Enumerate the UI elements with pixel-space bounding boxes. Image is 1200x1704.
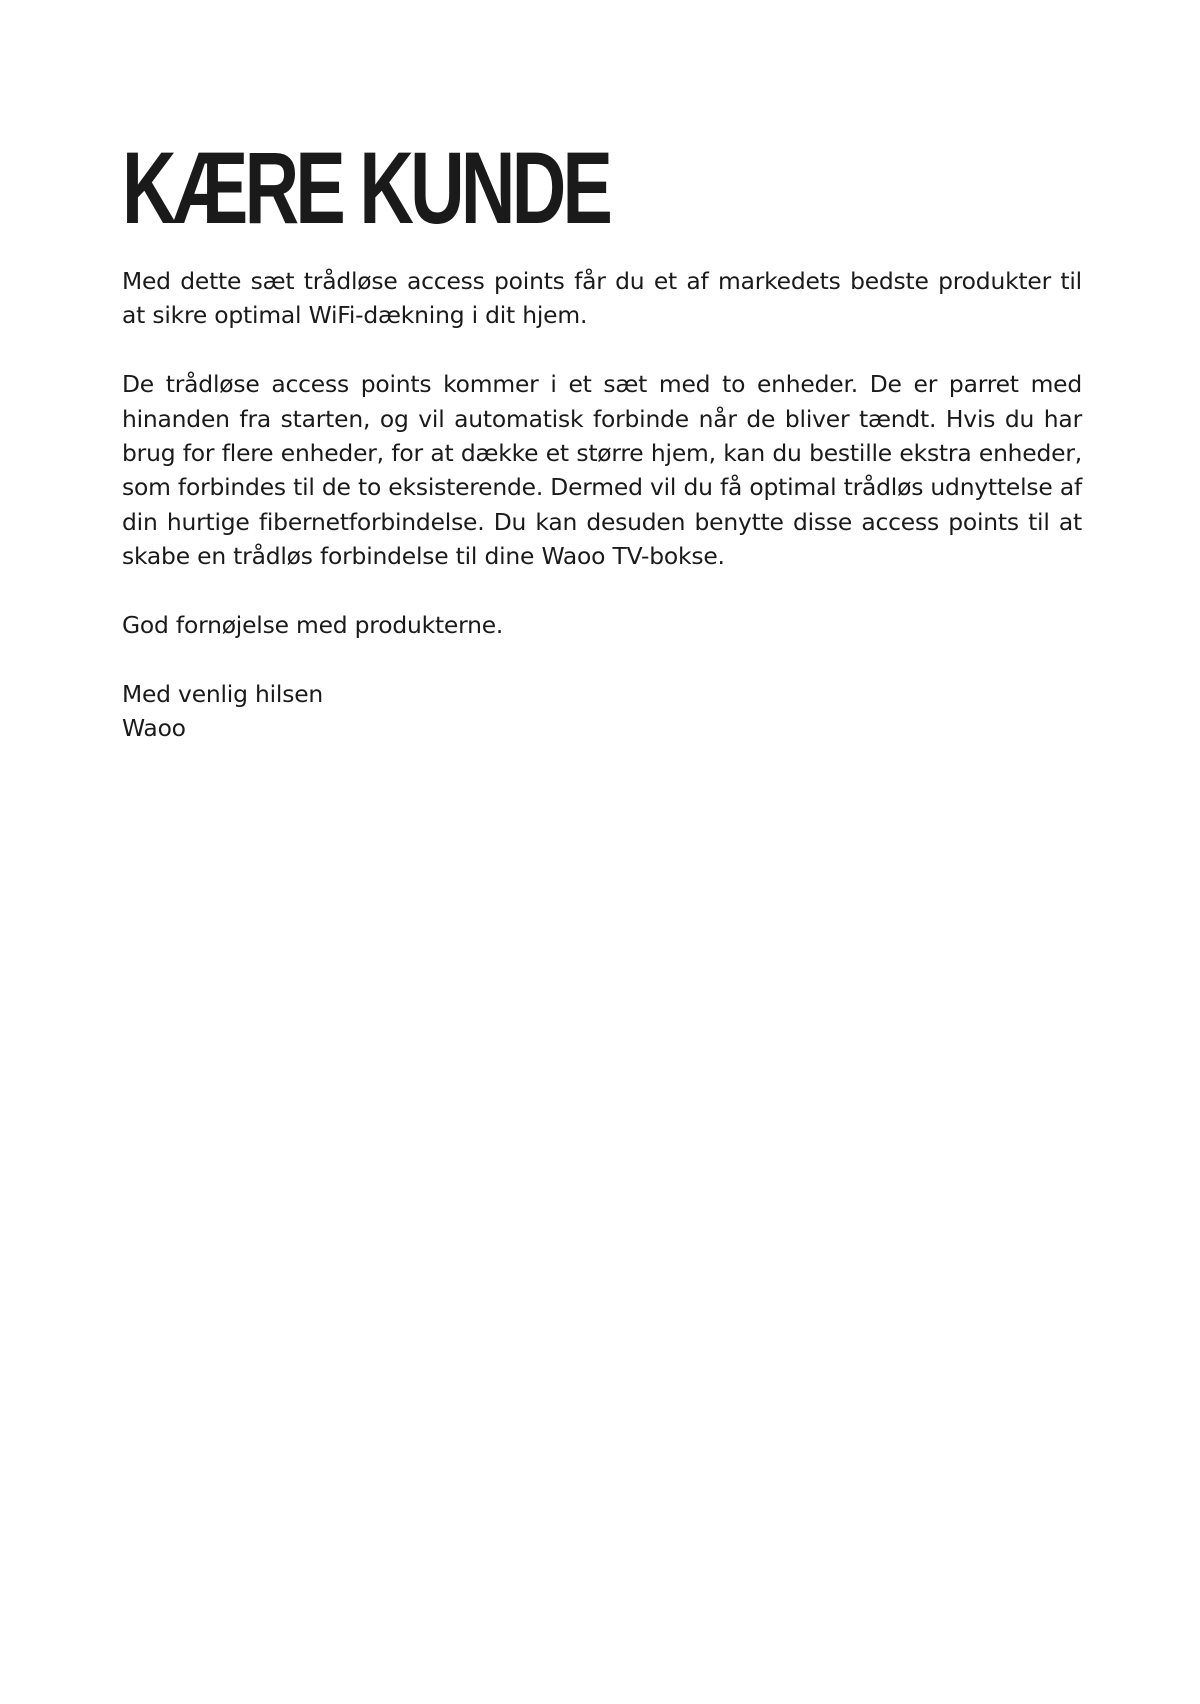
paragraph-details: De trådløse access points kommer i et sæt med to enheder. De er parret med hinanden fra starten, og vil automatisk forbinde når de bliver tændt. Hvis du har brug for flere enheder, for at dække et større hjem, kan du bestille ekstra enheder, som forbindes til de to eksisterende. Dermed vil du få optimal trådløs udnyttelse af din hurtige fibernetforbindelse. Du kan desuden benytte disse access points til at skabe en trådløs forbindelse til dine Waoo TV-bokse. [122,370,1082,571]
letter-body [122,264,1082,746]
page-title: KÆRE KUNDE [122,131,610,245]
signoff-greeting: Med venlig hilsen [122,679,324,708]
signoff-sender: Waoo [122,714,186,743]
paragraph-intro: Med dette sæt trådløse access points får du et af markedets bedste produkter til at sikre optimal WiFi-dækning i dit hjem. [122,267,1082,330]
letter-content [122,132,1082,746]
paragraph-closing: God fornøjelse med produkterne. [122,611,504,640]
signoff [122,677,1082,746]
